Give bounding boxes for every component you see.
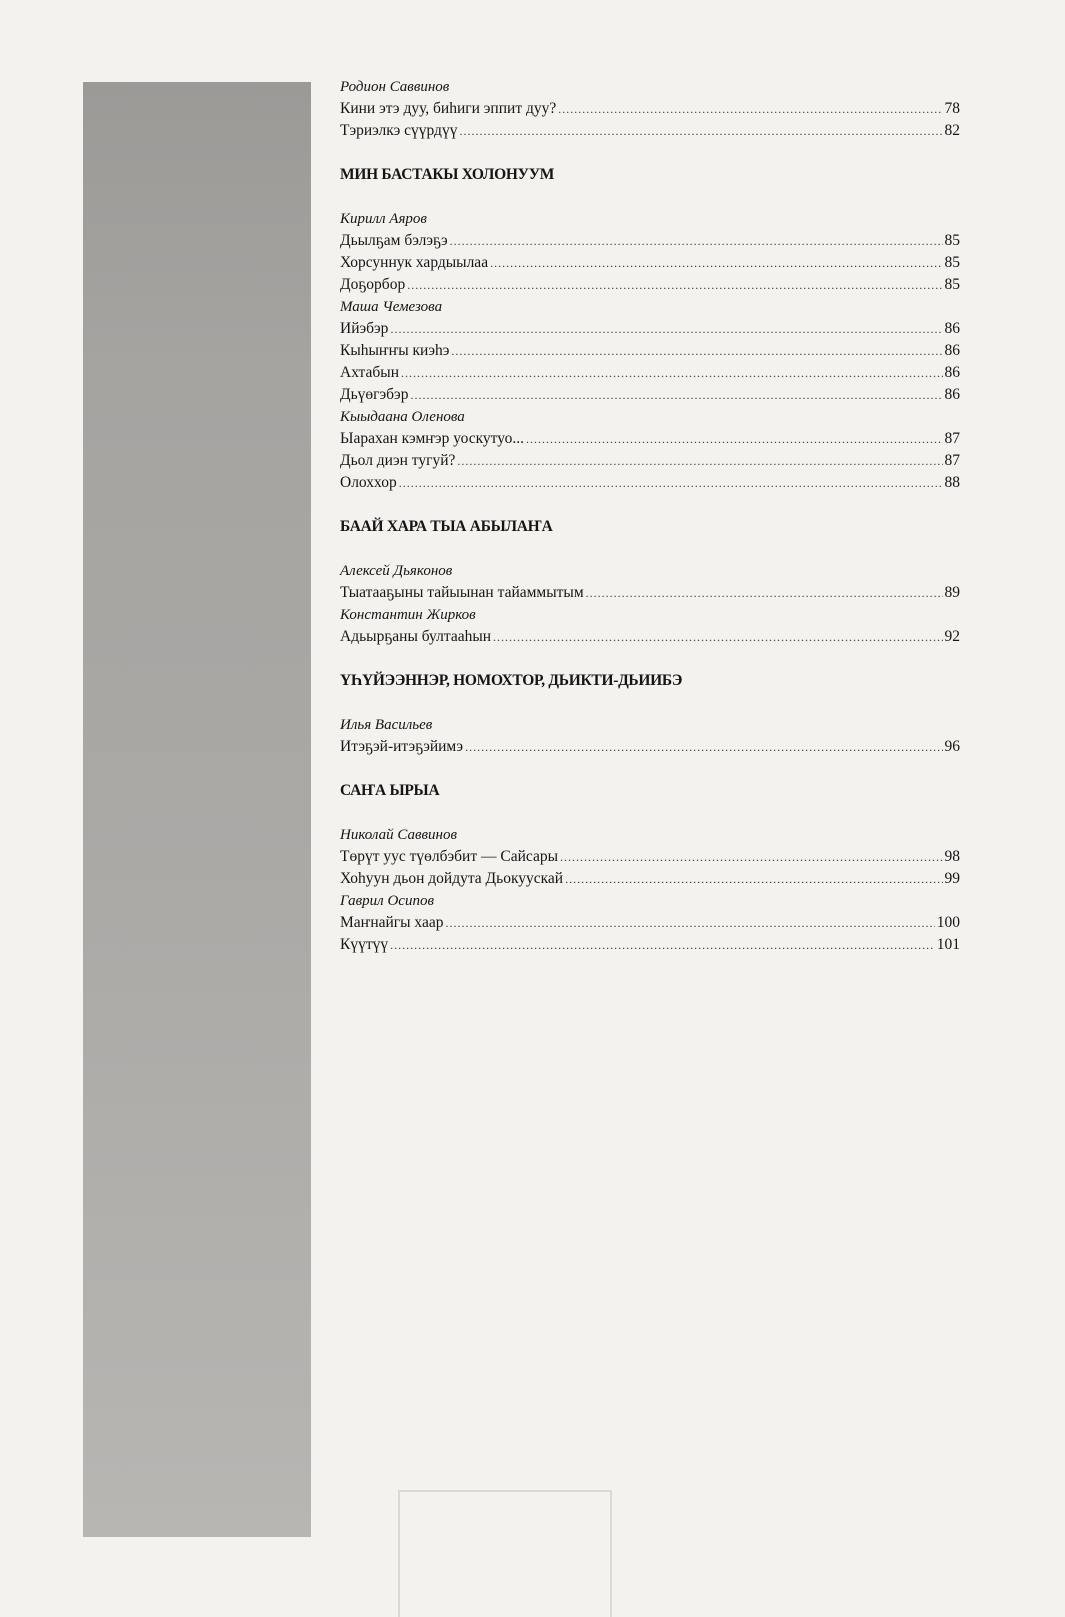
dot-leader bbox=[399, 472, 943, 494]
entry-title: Кыһыҥҥы киэһэ bbox=[340, 342, 450, 359]
entry-page-number: 82 bbox=[944, 122, 960, 139]
author-name: Маша Чемезова bbox=[340, 299, 443, 315]
section-heading: САҤА ЫРЫА bbox=[340, 782, 440, 799]
dot-leader bbox=[526, 428, 943, 450]
entry-title: Дьүөгэбэр bbox=[340, 386, 409, 403]
section-heading: МИН БАСТАКЫ ХОЛОНУУМ bbox=[340, 166, 555, 183]
entry-page-number: 92 bbox=[944, 628, 960, 645]
table-of-contents bbox=[340, 76, 960, 956]
dot-leader bbox=[401, 362, 943, 384]
toc-entry[interactable] bbox=[340, 362, 960, 384]
entry-title: Дьол диэн тугуй? bbox=[340, 452, 456, 469]
toc-entry[interactable] bbox=[340, 230, 960, 252]
entry-page-number: 99 bbox=[944, 870, 960, 887]
entry-title: Ахтабын bbox=[340, 364, 399, 381]
entry-page-number: 78 bbox=[944, 100, 960, 117]
entry-title: Дьылҕам бэлэҕэ bbox=[340, 232, 448, 249]
toc-entry[interactable] bbox=[340, 428, 960, 450]
entry-page-number: 88 bbox=[944, 474, 960, 491]
entry-title: Тэриэлкэ сүүрдүү bbox=[340, 122, 458, 139]
dot-leader bbox=[490, 252, 942, 274]
entry-title: Маҥнайгы хаар bbox=[340, 914, 444, 931]
entry-title: Төрүт уус түөлбэбит — Сайсары bbox=[340, 848, 558, 865]
dot-leader bbox=[459, 120, 942, 142]
dot-leader bbox=[493, 626, 942, 648]
section-heading: БААЙ ХАРА ТЫА АБЫЛАҤА bbox=[340, 518, 553, 535]
dot-leader bbox=[560, 846, 943, 868]
toc-entry[interactable] bbox=[340, 384, 960, 406]
dot-leader bbox=[565, 868, 942, 890]
toc-entry[interactable] bbox=[340, 450, 960, 472]
entry-title: Ийэбэр bbox=[340, 320, 389, 337]
section-heading: ҮҺҮЙЭЭННЭР, НОМОХТОР, ДЬИКТИ-ДЬИИБЭ bbox=[340, 672, 683, 689]
author-name: Кирилл Аяров bbox=[340, 211, 427, 227]
dot-leader bbox=[558, 98, 942, 120]
entry-title: Олоххор bbox=[340, 474, 397, 491]
entry-title: Хорсуннук хардыылаа bbox=[340, 254, 489, 271]
entry-title: Күүтүү bbox=[340, 936, 389, 953]
dot-leader bbox=[450, 230, 943, 252]
entry-page-number: 96 bbox=[944, 738, 960, 755]
author-name: Константин Жирков bbox=[340, 607, 476, 623]
dot-leader bbox=[446, 912, 935, 934]
entry-title: Итэҕэй-итэҕэйимэ bbox=[340, 738, 464, 755]
author-name: Кыыдаана Оленова bbox=[340, 409, 465, 425]
library-stamp-outline bbox=[398, 1490, 612, 1617]
toc-entry[interactable] bbox=[340, 472, 960, 494]
entry-title: Хоһуун дьон дойдута Дьокуускай bbox=[340, 870, 564, 887]
entry-page-number: 100 bbox=[936, 914, 960, 931]
dot-leader bbox=[586, 582, 943, 604]
toc-entry[interactable] bbox=[340, 582, 960, 604]
dot-leader bbox=[410, 384, 942, 406]
entry-title: Кини этэ дуу, биһиги эппит дуу? bbox=[340, 100, 557, 117]
toc-entry[interactable] bbox=[340, 120, 960, 142]
toc-entry[interactable] bbox=[340, 868, 960, 890]
entry-page-number: 85 bbox=[944, 276, 960, 293]
author-name: Гаврил Осипов bbox=[340, 893, 434, 909]
entry-page-number: 86 bbox=[944, 364, 960, 381]
author-name: Родион Саввинов bbox=[340, 79, 450, 95]
entry-page-number: 87 bbox=[944, 452, 960, 469]
toc-entry[interactable] bbox=[340, 340, 960, 362]
entry-page-number: 86 bbox=[944, 320, 960, 337]
toc-entry[interactable] bbox=[340, 912, 960, 934]
author-name: Николай Саввинов bbox=[340, 827, 457, 843]
toc-entry[interactable] bbox=[340, 736, 960, 758]
entry-page-number: 98 bbox=[944, 848, 960, 865]
entry-title: Тыатааҕыны тайыынан тайаммытым bbox=[340, 584, 584, 601]
toc-entry[interactable] bbox=[340, 318, 960, 340]
entry-page-number: 85 bbox=[944, 254, 960, 271]
dot-leader bbox=[465, 736, 942, 758]
author-name: Илья Васильев bbox=[340, 717, 433, 733]
entry-title: Адьырҕаны бултааһын bbox=[340, 628, 492, 645]
dot-leader bbox=[390, 934, 935, 956]
author-name: Алексей Дьяконов bbox=[340, 563, 453, 579]
entry-page-number: 87 bbox=[944, 430, 960, 447]
entry-page-number: 89 bbox=[944, 584, 960, 601]
toc-entry[interactable] bbox=[340, 934, 960, 956]
toc-entry[interactable] bbox=[340, 274, 960, 296]
entry-page-number: 85 bbox=[944, 232, 960, 249]
gray-margin-band bbox=[83, 82, 311, 1537]
entry-page-number: 101 bbox=[936, 936, 960, 953]
dot-leader bbox=[457, 450, 942, 472]
toc-entry[interactable] bbox=[340, 252, 960, 274]
entry-title: Ыарахан кэмҥэр уоскутуо... bbox=[340, 430, 524, 447]
dot-leader bbox=[407, 274, 942, 296]
entry-page-number: 86 bbox=[944, 386, 960, 403]
toc-entry[interactable] bbox=[340, 98, 960, 120]
entry-title: Доҕорбор bbox=[340, 276, 406, 293]
entry-page-number: 86 bbox=[944, 342, 960, 359]
toc-entry[interactable] bbox=[340, 626, 960, 648]
toc-entry[interactable] bbox=[340, 846, 960, 868]
dot-leader bbox=[451, 340, 942, 362]
dot-leader bbox=[390, 318, 942, 340]
